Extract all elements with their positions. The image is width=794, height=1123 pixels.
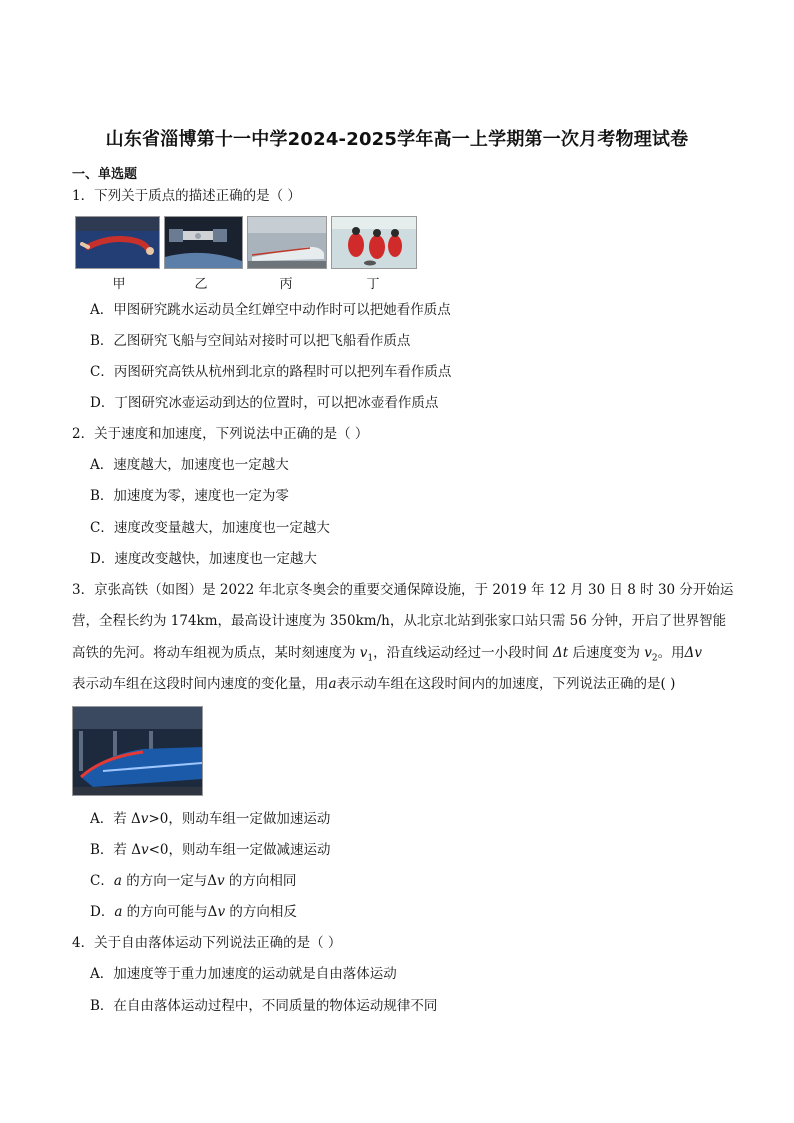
q1-option-a: A．甲图研究跳水运动员全红婵空中动作时可以把她看作质点 (90, 302, 451, 318)
q2-stem: 2．关于速度和加速度，下列说法中正确的是（ ） (72, 426, 369, 442)
q3-option-d: D．a 的方向可能与Δv 的方向相反 (90, 904, 297, 920)
q3-option-c: C．a 的方向一定与Δv 的方向相同 (90, 873, 297, 889)
q4-option-b: B．在自由落体运动过程中，不同质量的物体运动规律不同 (90, 998, 438, 1014)
bullet-train-image (72, 706, 203, 796)
q4-stem: 4．关于自由落体运动下列说法正确的是（ ） (72, 935, 342, 951)
q2-option-a: A．速度越大，加速度也一定越大 (90, 457, 289, 473)
q1-stem: 1．下列关于质点的描述正确的是（ ） (72, 188, 301, 204)
q3-line-1: 3．京张高铁（如图）是 2022 年北京冬奥会的重要交通保障设施，于 2019 年 12 月 30 日 8 时 30 分开始运 (72, 582, 734, 598)
page-title: 山东省淄博第十一中学2024-2025学年高一上学期第一次月考物理试卷 (105, 129, 689, 150)
spaceship-image (164, 216, 243, 269)
caption-jia: 甲 (112, 277, 126, 292)
q2-option-b: B．加速度为零，速度也一定为零 (90, 488, 289, 504)
section-heading: 一、单选题 (72, 167, 138, 182)
q1-option-d: D．丁图研究冰壶运动到达的位置时，可以把冰壶看作质点 (90, 395, 439, 411)
train-image (247, 216, 327, 269)
q1-option-c: C．丙图研究高铁从杭州到北京的路程时可以把列车看作质点 (90, 364, 452, 380)
q1-option-b: B．乙图研究飞船与空间站对接时可以把飞船看作质点 (90, 333, 411, 349)
q3-line-3: 高铁的先河。将动车组视为质点，某时刻速度为 $v_1$，沿直线运动经过一小段时间 Δt 后速度变为 $v_2$。用Δv (72, 645, 703, 664)
q2-option-d: D．速度改变越快，加速度也一定越大 (90, 551, 317, 567)
q4-option-a: A．加速度等于重力加速度的运动就是自由落体运动 (90, 966, 397, 982)
q2-option-c: C．速度改变量越大，加速度也一定越大 (90, 520, 330, 536)
q3-option-b: B．若 Δv<0，则动车组一定做减速运动 (90, 842, 331, 858)
q3-option-a: A．若 Δv>0，则动车组一定做加速运动 (90, 811, 331, 827)
caption-ding: 丁 (366, 277, 380, 292)
diver-image (75, 216, 160, 269)
caption-yi: 乙 (194, 277, 208, 292)
q3-line-4: 表示动车组在这段时间内速度的变化量，用a表示动车组在这段时间内的加速度，下列说法正确的是( ) (72, 676, 676, 692)
curling-image (331, 216, 417, 269)
q3-line-2: 营，全程长约为 174km，最高设计速度为 350km/h，从北京北站到张家口站只需 56 分钟，开启了世界智能 (72, 613, 727, 629)
caption-bing: 丙 (279, 277, 293, 292)
